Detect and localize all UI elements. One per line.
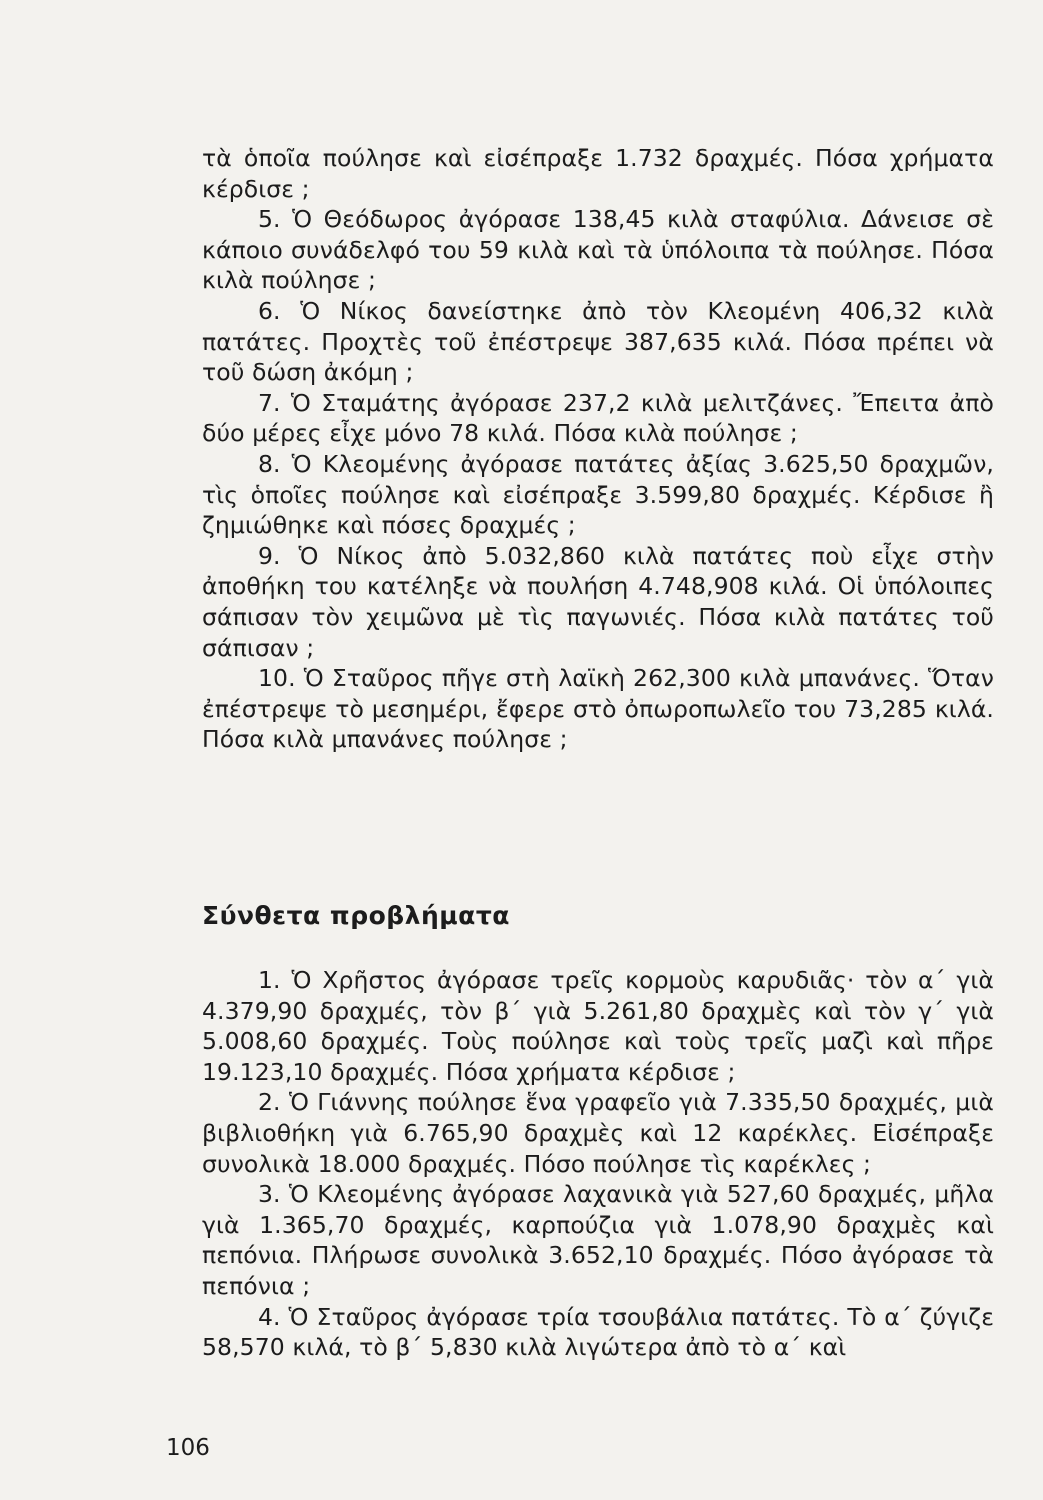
composite-problems-block (202, 965, 994, 1363)
problem-5: 5. Ὁ Θεόδωρος ἀγόρασε 138,45 κιλὰ σταφύλια. Δάνεισε σὲ κάποιο συνάδελφό του 59 κιλὰ καὶ τὰ ὑπόλοιπα τὰ πούλησε. Πόσα κιλὰ πούλησε ; (202, 205, 994, 295)
composite-problem-3: 3. Ὁ Κλεομένης ἀγόρασε λαχανικὰ γιὰ 527,60 δραχμές, μῆλα γιὰ 1.365,70 δραχμές, καρπούζια γιὰ 1.078,90 δραχμὲς καὶ πεπόνια. Πλήρωσε συνολικὰ 3.652,10 δραχμές. Πόσο ἀγόρασε τὰ πεπόνια ; (202, 1180, 994, 1300)
problem-7: 7. Ὁ Σταμάτης ἀγόρασε 237,2 κιλὰ μελιτζάνες. Ἔπειτα ἀπὸ δύο μέρες εἶχε μόνο 78 κιλά. Πόσα κιλὰ πούλησε ; (202, 388, 994, 448)
problem-9: 9. Ὁ Νίκος ἀπὸ 5.032,860 κιλὰ πατάτες ποὺ εἶχε στὴν ἀποθήκη του κατέληξε νὰ πουλήση 4.748,908 κιλά. Οἱ ὑπόλοιπες σάπισαν τὸν χειμῶνα μὲ τὶς παγωνιές. Πόσα κιλὰ πατάτες τοῦ σάπισαν ; (202, 541, 994, 662)
simple-problems-block (202, 143, 994, 755)
page-number: 106 (166, 1435, 210, 1461)
problem-10: 10. Ὁ Σταῦρος πῆγε στὴ λαϊκὴ 262,300 κιλὰ μπανάνες. Ὅταν ἐπέστρεψε τὸ μεσημέρι, ἔφερε στὸ ὀπωροπωλεῖο του 73,285 κιλά. Πόσα κιλὰ μπανάνες πούλησε ; (202, 664, 994, 754)
problem-continuation: τὰ ὁποῖα πούλησε καὶ εἰσέπραξε 1.732 δραχμές. Πόσα χρήματα κέρδισε ; (202, 144, 994, 203)
composite-problem-2: 2. Ὁ Γιάννης πούλησε ἕνα γραφεῖο γιὰ 7.335,50 δραχμές, μιὰ βιβλιοθήκη γιὰ 6.765,90 δραχμὲς καὶ 12 καρέκλες. Εἰσέπραξε συνολικὰ 18.000 δραχμές. Πόσο πούλησε τὶς καρέκλες ; (202, 1088, 994, 1178)
problem-8: 8. Ὁ Κλεομένης ἀγόρασε πατάτες ἀξίας 3.625,50 δραχμῶν, τὶς ὁποῖες πούλησε καὶ εἰσέπραξε 3.599,80 δραχμές. Κέρδισε ἢ ζημιώθηκε καὶ πόσες δραχμές ; (202, 449, 994, 540)
section-title: Σύνθετα προβλήματα (202, 901, 510, 930)
problem-6: 6. Ὁ Νίκος δανείστηκε ἀπὸ τὸν Κλεομένη 406,32 κιλὰ πατάτες. Προχτὲς τοῦ ἐπέστρεψε 387,635 κιλά. Πόσα πρέπει νὰ τοῦ δώση ἀκόμη ; (202, 296, 994, 387)
composite-problem-4: 4. Ὁ Σταῦρος ἀγόρασε τρία τσουβάλια πατάτες. Τὸ α΄ ζύγιζε 58,570 κιλά, τὸ β΄ 5,830 κιλὰ λιγώτερα ἀπὸ τὸ α΄ καὶ (202, 1302, 994, 1362)
composite-problem-1: 1. Ὁ Χρῆστος ἀγόρασε τρεῖς κορμοὺς καρυδιᾶς· τὸν α΄ γιὰ 4.379,90 δραχμές, τὸν β΄ γιὰ 5.261,80 δραχμὲς καὶ τὸν γ΄ γιὰ 5.008,60 δραχμές. Τοὺς πούλησε καὶ τοὺς τρεῖς μαζὶ καὶ πῆρε 19.123,10 δραχμές. Πόσα χρήματα κέρδισε ; (202, 966, 994, 1086)
